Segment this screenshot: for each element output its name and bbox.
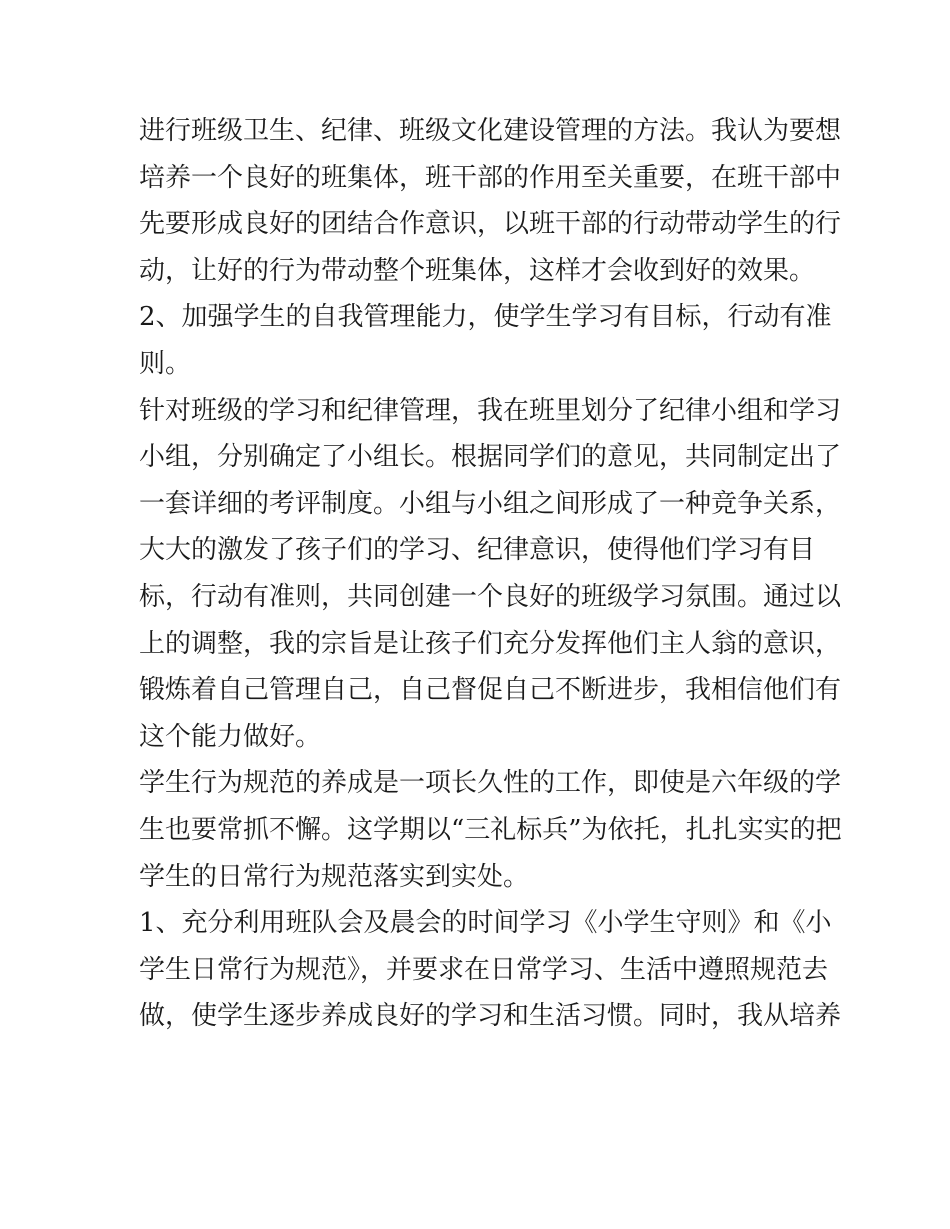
text-line: 1、充分利用班队会及晨会的时间学习《小学生守则》和《小 [139,908,832,939]
text-line: 动，让好的行为带动整个班集体，这样才会收到好的效果。 [139,255,816,286]
text-line: 做，使学生逐步养成良好的学习和生活习惯。同时，我从培养 [139,1001,842,1032]
text-line: 这个能力做好。 [139,721,322,752]
body-text [139,108,842,1040]
text-line: 则。 [139,348,192,379]
text-line: 先要形成良好的团结合作意识，以班干部的行动带动学生的行 [139,209,842,240]
text-line: 上的调整，我的宗旨是让孩子们充分发挥他们主人翁的意识， [139,628,842,659]
text-line: 一套详细的考评制度。小组与小组之间形成了一种竞争关系， [139,488,842,519]
text-line: 生也要常抓不懈。这学期以“三礼标兵”为依托，扎扎实实的把 [139,814,842,845]
text-line: 针对班级的学习和纪律管理，我在班里划分了纪律小组和学习 [139,395,842,426]
text-line: 标，行动有准则，共同创建一个良好的班级学习氛围。通过以 [139,581,842,612]
text-line: 锻炼着自己管理自己，自己督促自己不断进步，我相信他们有 [139,675,842,706]
text-line: 学生日常行为规范》，并要求在日常学习、生活中遵照规范去 [139,954,829,985]
text-line: 小组，分别确定了小组长。根据同学们的意见，共同制定出了 [139,442,842,473]
text-line: 大大的激发了孩子们的学习、纪律意识，使得他们学习有目 [139,535,816,566]
text-line: 2、加强学生的自我管理能力，使学生学习有目标，行动有准 [139,302,832,333]
text-line: 学生的日常行为规范落实到实处。 [139,861,530,892]
text-line: 进行班级卫生、纪律、班级文化建设管理的方法。我认为要想 [139,116,842,146]
text-line: 培养一个良好的班集体，班干部的作用至关重要，在班干部中 [139,162,842,193]
text-line: 学生行为规范的养成是一项长久性的工作，即使是六年级的学 [139,768,842,799]
